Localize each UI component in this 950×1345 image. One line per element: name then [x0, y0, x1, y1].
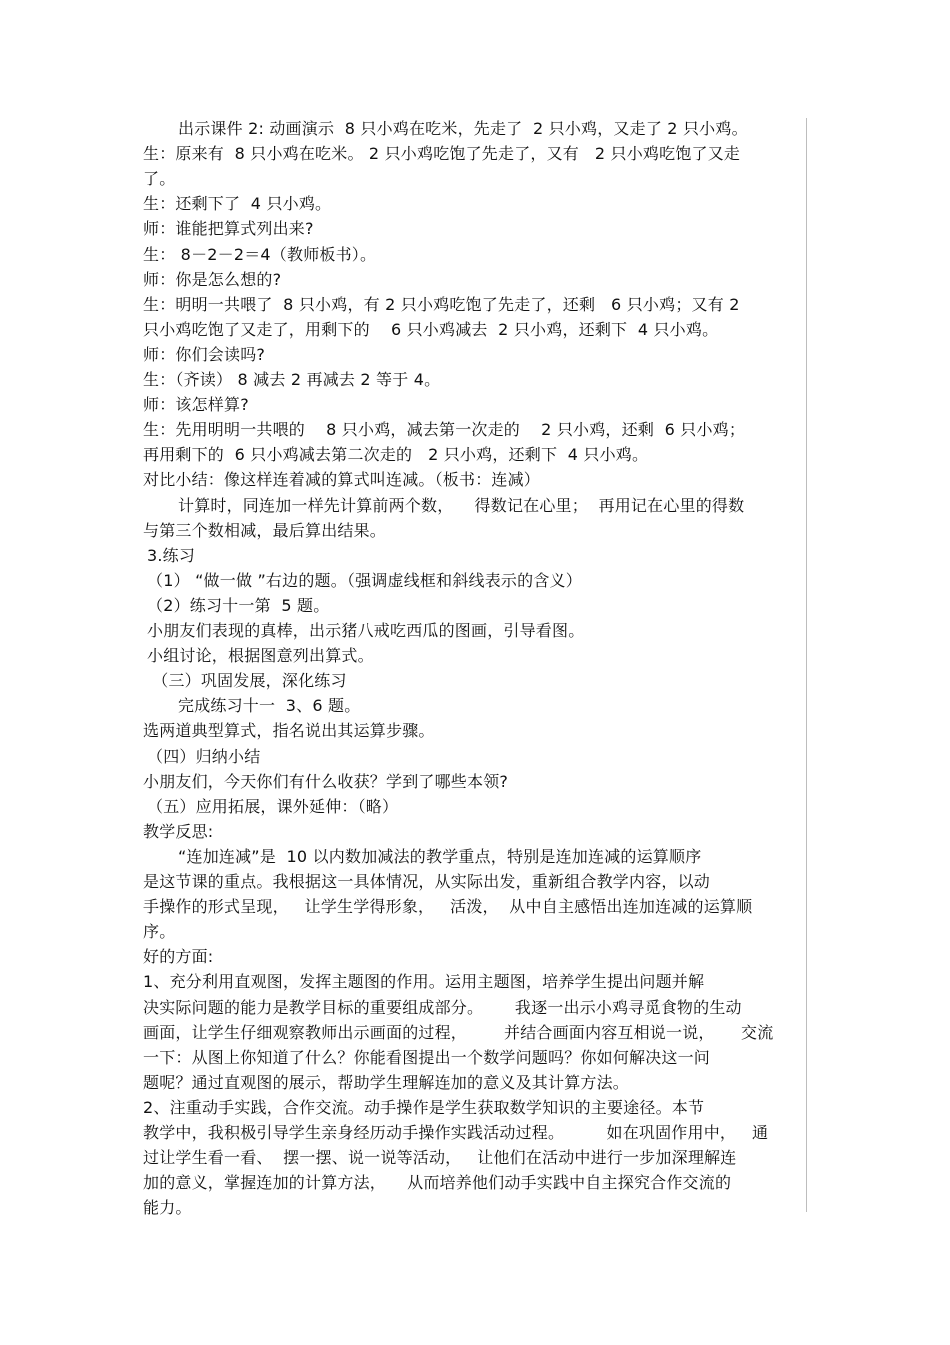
text-line: 小朋友们表现的真棒，出示猪八戒吃西瓜的图画，引导看图。 — [147, 621, 585, 640]
text-line: 生： 8－2－2＝4（教师板书）。 — [143, 244, 377, 264]
text-line: 完成练习十一 3、6 题。 — [178, 696, 361, 716]
text-line: 是这节课的重点。我根据这一具体情况，从实际出发，重新组合教学内容，以动 — [143, 872, 711, 891]
text-line: 生：还剩下了 4 只小鸡。 — [143, 194, 332, 214]
text-line: 1、充分利用直观图，发挥主题图的作用。运用主题图，培养学生提出问题并解 — [143, 972, 705, 992]
text-line: 师：你是怎么想的? — [143, 269, 282, 289]
text-line: 2、注重动手实践，合作交流。动手操作是学生获取数学知识的主要途径。本节 — [143, 1097, 705, 1117]
text-line: 手操作的形式呈现， 让学生学得形象， 活泼， 从中自主感悟出连加连减的运算顺 — [143, 897, 753, 917]
text-line: 计算时，同连加一样先计算前两个数， 得数记在心里； 再用记在心里的得数 — [178, 495, 745, 515]
text-line: 画面，让学生仔细观察教师出示画面的过程， 并结合画面内容互相说一说， 交流 — [143, 1022, 774, 1042]
text-line: 小组讨论，根据图意列出算式。 — [147, 646, 374, 666]
text-line: 对比小结：像这样连着减的算式叫连减。（板书：连减） — [143, 470, 541, 490]
text-line: 选两道典型算式，指名说出其运算步骤。 — [143, 721, 435, 741]
text-line: 决实际问题的能力是教学目标的重要组成部分。 我逐一出示小鸡寻觅食物的生动 — [143, 997, 742, 1017]
text-line: （三）巩固发展，深化练习 — [147, 671, 347, 691]
text-line: 能力。 — [143, 1198, 192, 1218]
text-line: 师：谁能把算式列出来? — [143, 219, 314, 239]
text-line: 一下：从图上你知道了什么？你能看图提出一个数学问题吗？你如何解决这一问 — [143, 1047, 711, 1067]
text-line: 3.练习 — [147, 545, 196, 565]
text-line: 只小鸡吃饱了又走了，用剩下的 6 只小鸡减去 2 只小鸡，还剩下 4 只小鸡。 — [143, 319, 719, 339]
text-line: 与第三个数相减，最后算出结果。 — [143, 520, 387, 540]
text-line: 了。 — [143, 169, 176, 189]
text-line: 生：明明一共喂了 8 只小鸡，有 2 只小鸡吃饱了先走了，还剩 6 只小鸡；又有 2 — [143, 294, 740, 314]
text-line: 教学反思: — [143, 821, 214, 841]
text-line: 师：该怎样算? — [143, 395, 249, 415]
text-line: 再用剩下的 6 只小鸡减去第二次走的 2 只小鸡，还剩下 4 只小鸡。 — [143, 445, 649, 465]
text-line: “连加连减”是 10 以内数加减法的教学重点，特别是连加连减的运算顺序 — [178, 846, 702, 866]
text-line: 加的意义，掌握连加的计算方法， 从而培养他们动手实践中自主探究合作交流的 — [143, 1173, 732, 1193]
text-line: 题呢？通过直观图的展示，帮助学生理解连加的意义及其计算方法。 — [143, 1072, 630, 1092]
text-line: （1） “做一做 ”右边的题。（强调虚线框和斜线表示的含义） — [147, 570, 582, 590]
text-line: 好的方面: — [143, 947, 214, 967]
text-line: 生：先用明明一共喂的 8 只小鸡，减去第一次走的 2 只小鸡，还剩 6 只小鸡； — [143, 420, 746, 440]
text-line: 生：原来有 8 只小鸡在吃米。 2 只小鸡吃饱了先走了，又有 2 只小鸡吃饱了又走 — [143, 144, 741, 164]
text-line: （2）练习十一第 5 题。 — [147, 595, 330, 615]
text-line: （五）应用拓展，课外延伸：（略） — [147, 796, 399, 816]
text-line: 小朋友们，今天你们有什么收获？学到了哪些本领? — [143, 771, 509, 791]
text-line: 生：（齐读） 8 减去 2 再减去 2 等于 4。 — [143, 370, 441, 389]
text-line: 序。 — [143, 922, 176, 942]
text-line: 出示课件 2: 动画演示 8 只小鸡在吃米，先走了 2 只小鸡，又走了 2 只小鸡。 — [178, 119, 748, 138]
text-line: 师：你们会读吗? — [143, 344, 266, 364]
text-line: 过让学生看一看、 摆一摆、说一说等活动， 让他们在活动中进行一步加深理解连 — [143, 1148, 737, 1168]
text-line: 教学中，我积极引导学生亲身经历动手操作实践活动过程。 如在巩固作用中， 通 — [143, 1123, 769, 1142]
page-right-border — [806, 118, 807, 1212]
text-line: （四）归纳小结 — [147, 746, 261, 766]
